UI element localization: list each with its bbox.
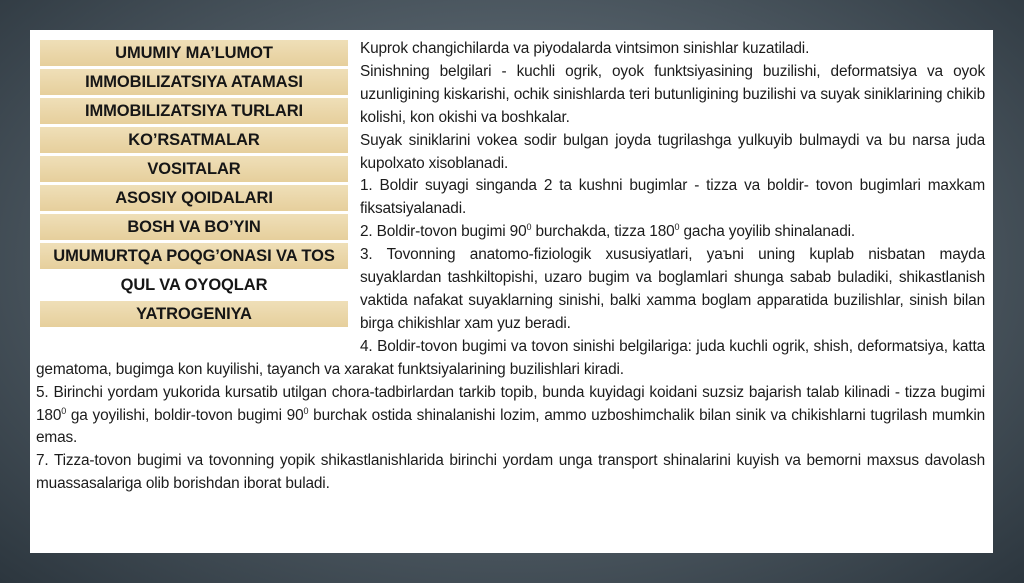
paragraph-step-1: 1. Boldir suyagi singanda 2 ta kushni bugimlar - tizza va boldir- tovon bugimlari maxkam fiksatsiyalanadi.: [360, 177, 985, 218]
step-5-part-a: 5. Birinchi yordam yukorida kursatib utilgan chora-tadbirlardan tarkib topib, bunda kuyidagi koidani suzsiz bajarish talab kilinadi - tizza bugimi 180: [36, 383, 985, 424]
paragraph-intro: Kuprok changichilarda va piyodalarda vintsimon sinishlar kuzatiladi.: [360, 40, 810, 57]
menu-item-korsatmalar[interactable]: KO’RSATMALAR: [40, 127, 348, 153]
menu-item-immobilizatsiya-turlari[interactable]: IMMOBILIZATSIYA TURLARI: [40, 98, 348, 124]
menu-item-bosh-va-boyin[interactable]: BOSH VA BO’YIN: [40, 214, 348, 240]
degree-mark: 0: [303, 405, 309, 416]
menu-item-yatrogeniya[interactable]: YATROGENIYA: [40, 301, 348, 327]
paragraph-symptoms: Sinishning belgilari - kuchli ogrik, oyok funktsiyasining buzilishi, deformatsiya va oyok uzunligining kiskarishi, ochik sinishlarda teri butunligining buzilishi va suyak siniklarining chikib kolishi, kon okishi va boshkalar.: [360, 62, 985, 126]
step-5-part-b: ga yoyilishi, boldir-tovon bugimi 90: [66, 406, 304, 424]
menu-spacer: [36, 38, 360, 336]
slide-text: [36, 38, 985, 496]
menu-item-vositalar[interactable]: VOSITALAR: [40, 156, 348, 182]
degree-mark: 0: [674, 222, 680, 233]
menu-item-umumiy-malumot[interactable]: UMUMIY MA’LUMOT: [40, 40, 348, 66]
step-5-part-c: burchak ostida shinalanishi lozim, ammo uzboshimchalik bilan sinik va chikishlarni tugrilash mumkin emas.: [36, 406, 986, 447]
step-2-part-b: burchakda, tizza 180: [531, 223, 675, 241]
menu-item-asosiy-qoidalari[interactable]: ASOSIY QOIDALARI: [40, 185, 348, 211]
slide: [30, 30, 993, 553]
paragraph-step-4: 4. Boldir-tovon bugimi va tovon sinishi belgilariga: juda kuchli ogrik, shish, deformatsiya, katta gematoma, bugimga kon kuyilishi, tayanch va xarakat funktsiyalarining buzilishlari kiradi.: [36, 337, 985, 378]
paragraph-step-5: [36, 382, 985, 451]
step-2-part-c: gacha yoyilib shinalanadi.: [679, 223, 856, 241]
menu-item-immobilizatsiya-atamasi[interactable]: IMMOBILIZATSIYA ATAMASI: [40, 69, 348, 95]
degree-mark: 0: [526, 222, 532, 233]
paragraph-step-7: 7. Tizza-tovon bugimi va tovonning yopik shikastlanishlarida birinchi yordam unga transport shinalarini kuyish va bemorni maxsus davolash muassasalariga olib borishdan iborat buladi.: [36, 452, 985, 493]
menu-item-qul-va-oyoqlar[interactable]: QUL VA OYOQLAR: [40, 272, 348, 298]
menu-item-umurtqa-pogonasi-va-tos[interactable]: UMUMURTQA POQG’ONASI VA TOS: [40, 243, 348, 269]
degree-mark: 0: [61, 405, 67, 416]
step-2-part-a: 2. Boldir-tovon bugimi 90: [360, 223, 527, 241]
paragraph-warning: Suyak siniklarini vokea sodir bulgan joyda tugrilashga yulkuyib bulmaydi va bu narsa juda kupolxato xisoblanadi.: [360, 131, 985, 172]
paragraph-step-3: 3. Tovonning anatomo-fiziologik xususiyatlari, yaъni uning kuplab nisbatan mayda suyaklardan tashkiltopishi, uzaro bugim va boglamlari shunga sabab buladiki, shikastlanish vaktida nafakat suyaklarning sinishi, balki xamma boglam apparatida buzilishlar, sinish bilan birga chikishlar xam yuz beradi.: [360, 246, 985, 332]
